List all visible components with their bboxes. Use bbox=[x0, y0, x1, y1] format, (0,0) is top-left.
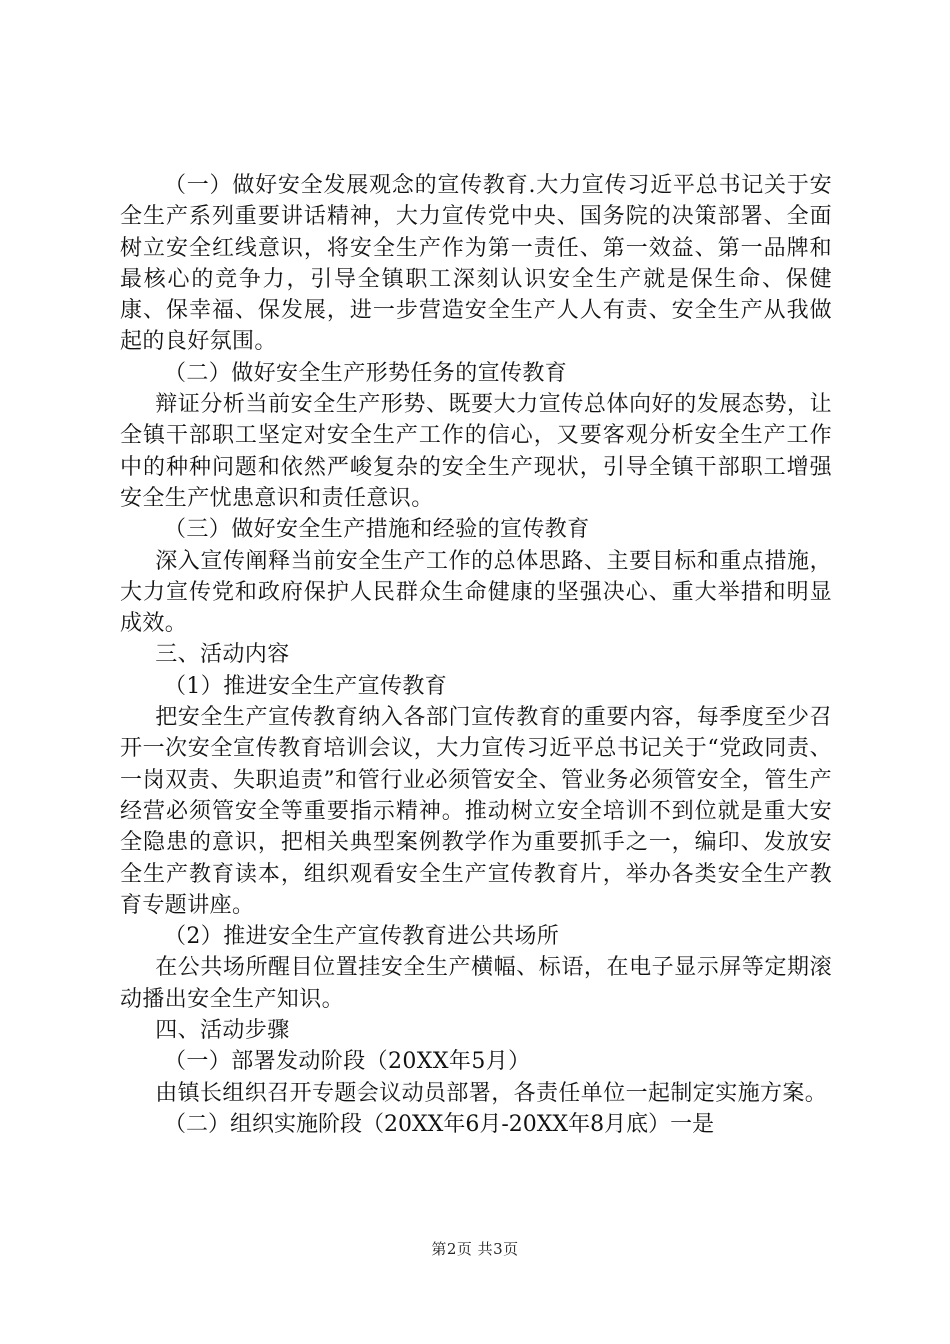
heading-situation-task: （二）做好安全生产形势任务的宣传教育 bbox=[164, 360, 568, 386]
heading-implementation-stage: （二）组织实施阶段（20XX年6月-20XX年8月底）一是 bbox=[164, 1111, 715, 1137]
paragraph-situation-analysis: 辩证分析当前安全生产形势、既要大力宣传总体向好的发展态势，让全镇干部职工坚定对安全生产工作的信心，又要客观分析安全生产工作中的种种问题和依然严峻复杂的安全生产现状，引导全镇干部职工增强安全生产忧患意识和责任意识。 bbox=[120, 392, 832, 511]
heading-measures-experience: （三）做好安全生产措施和经验的宣传教育 bbox=[164, 517, 590, 543]
paragraph-promote-education: 把安全生产宣传教育纳入各部门宣传教育的重要内容，每季度至少召开一次安全宣传教育培训会议，大力宣传习近平总书记关于“党政同责、一岗双责、失职追责”和管行业必须管安全、管业务必须管安全，管生产经营必须管安全等重要指示精神。推动树立安全培训不到位就是重大安全隐患的意识，把相关典型案例教学作为重要抓手之一，编印、发放安全生产教育读本，组织观看安全生产宣传教育片，举办各类安全生产教育专题讲座。 bbox=[120, 705, 832, 918]
document-body bbox=[120, 170, 832, 1140]
paragraph-deployment-stage: 由镇长组织召开专题会议动员部署，各责任单位一起制定实施方案。 bbox=[155, 1080, 828, 1106]
page-number-footer: 第2页 共3页 bbox=[431, 1240, 519, 1258]
paragraph-public-places: 在公共场所醒目位置挂安全生产横幅、标语，在电子显示屏等定期滚动播出安全生产知识。 bbox=[120, 955, 832, 1012]
paragraph-safety-concept: （一）做好安全发展观念的宣传教育.大力宣传习近平总书记关于安全生产系列重要讲话精神，大力宣传党中央、国务院的决策部署、全面树立安全红线意识，将安全生产作为第一责任、第一效益、第一品牌和最核心的竞争力，引导全镇职工深刻认识安全生产就是保生命、保健康、保幸福、保发展，进一步营造安全生产人人有责、安全生产从我做起的良好氛围。 bbox=[120, 173, 832, 355]
section-heading-activity-content: 三、活动内容 bbox=[155, 642, 290, 668]
heading-deployment-stage: （一）部署发动阶段（20XX年5月） bbox=[164, 1049, 531, 1075]
heading-promote-education: （1）推进安全生产宣传教育 bbox=[164, 673, 448, 699]
paragraph-measures: 深入宣传阐释当前安全生产工作的总体思路、主要目标和重点措施，大力宣传党和政府保护人民群众生命健康的坚强决心、重大举措和明显成效。 bbox=[120, 548, 832, 637]
section-heading-activity-steps: 四、活动步骤 bbox=[155, 1018, 290, 1044]
heading-public-places: （2）推进安全生产宣传教育进公共场所 bbox=[164, 924, 560, 950]
